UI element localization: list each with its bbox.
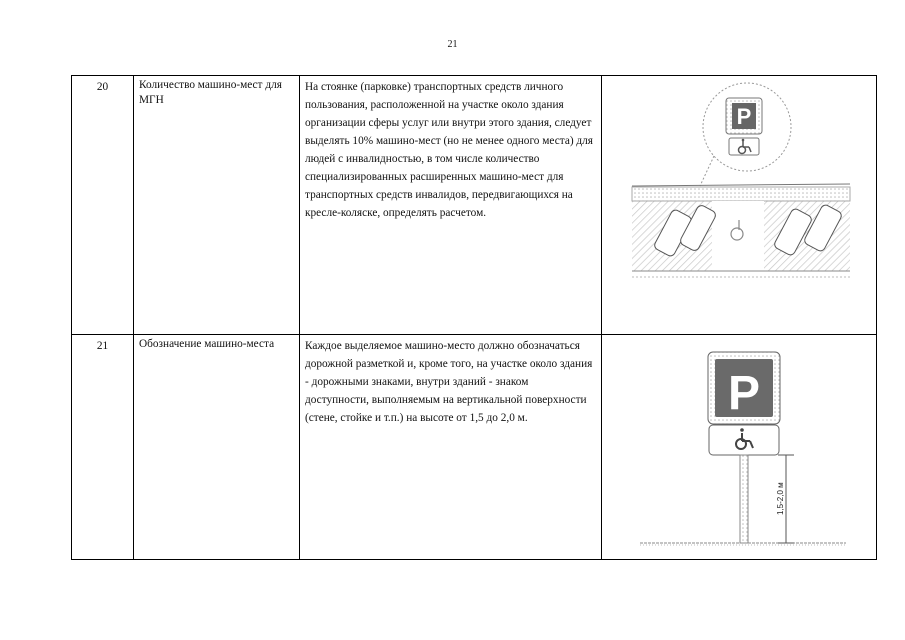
row-title: Обозначение машино-места bbox=[134, 335, 300, 560]
figure-cell bbox=[602, 76, 877, 335]
table-row bbox=[72, 335, 877, 560]
sign-pole bbox=[740, 455, 748, 543]
parking-lot-illustration bbox=[602, 76, 875, 332]
requirements-table bbox=[71, 75, 877, 560]
row-title: Количество машино-мест для МГН bbox=[134, 76, 300, 335]
row-description: Каждое выделяемое машино-место должно обозначаться дорожной разметкой и, кроме того, на участке около здания - дорожными знаками, внутри зданий - знаком доступности, выполняемым на вертикальной поверхности (стене, стойке и т.п.) на высоте от 1,5 до 2,0 м. bbox=[300, 335, 602, 560]
table-row bbox=[72, 76, 877, 335]
row-number: 20 bbox=[72, 76, 134, 335]
row-number: 21 bbox=[72, 335, 134, 560]
parking-area bbox=[632, 184, 850, 277]
parking-sign-letter: P bbox=[727, 367, 761, 420]
road-sign-illustration bbox=[602, 335, 875, 557]
row-description: На стоянке (парковке) транспортных средств личного пользования, расположенной на участке около здания организации сферы услуг или внутри этого здания, следует выделять 10% машино-мест (но не менее одного места) для людей с инвалидностью, в том числе количество специализированных расширенных машино-мест для транспортных средств инвалидов, передвигающихся на кресле-коляске, определять расчетом. bbox=[300, 76, 602, 335]
height-label: 1,5-2,0 м bbox=[776, 482, 785, 515]
page-number: 21 bbox=[447, 39, 458, 50]
figure-cell bbox=[602, 335, 877, 560]
parking-sign-letter: P bbox=[736, 104, 752, 129]
